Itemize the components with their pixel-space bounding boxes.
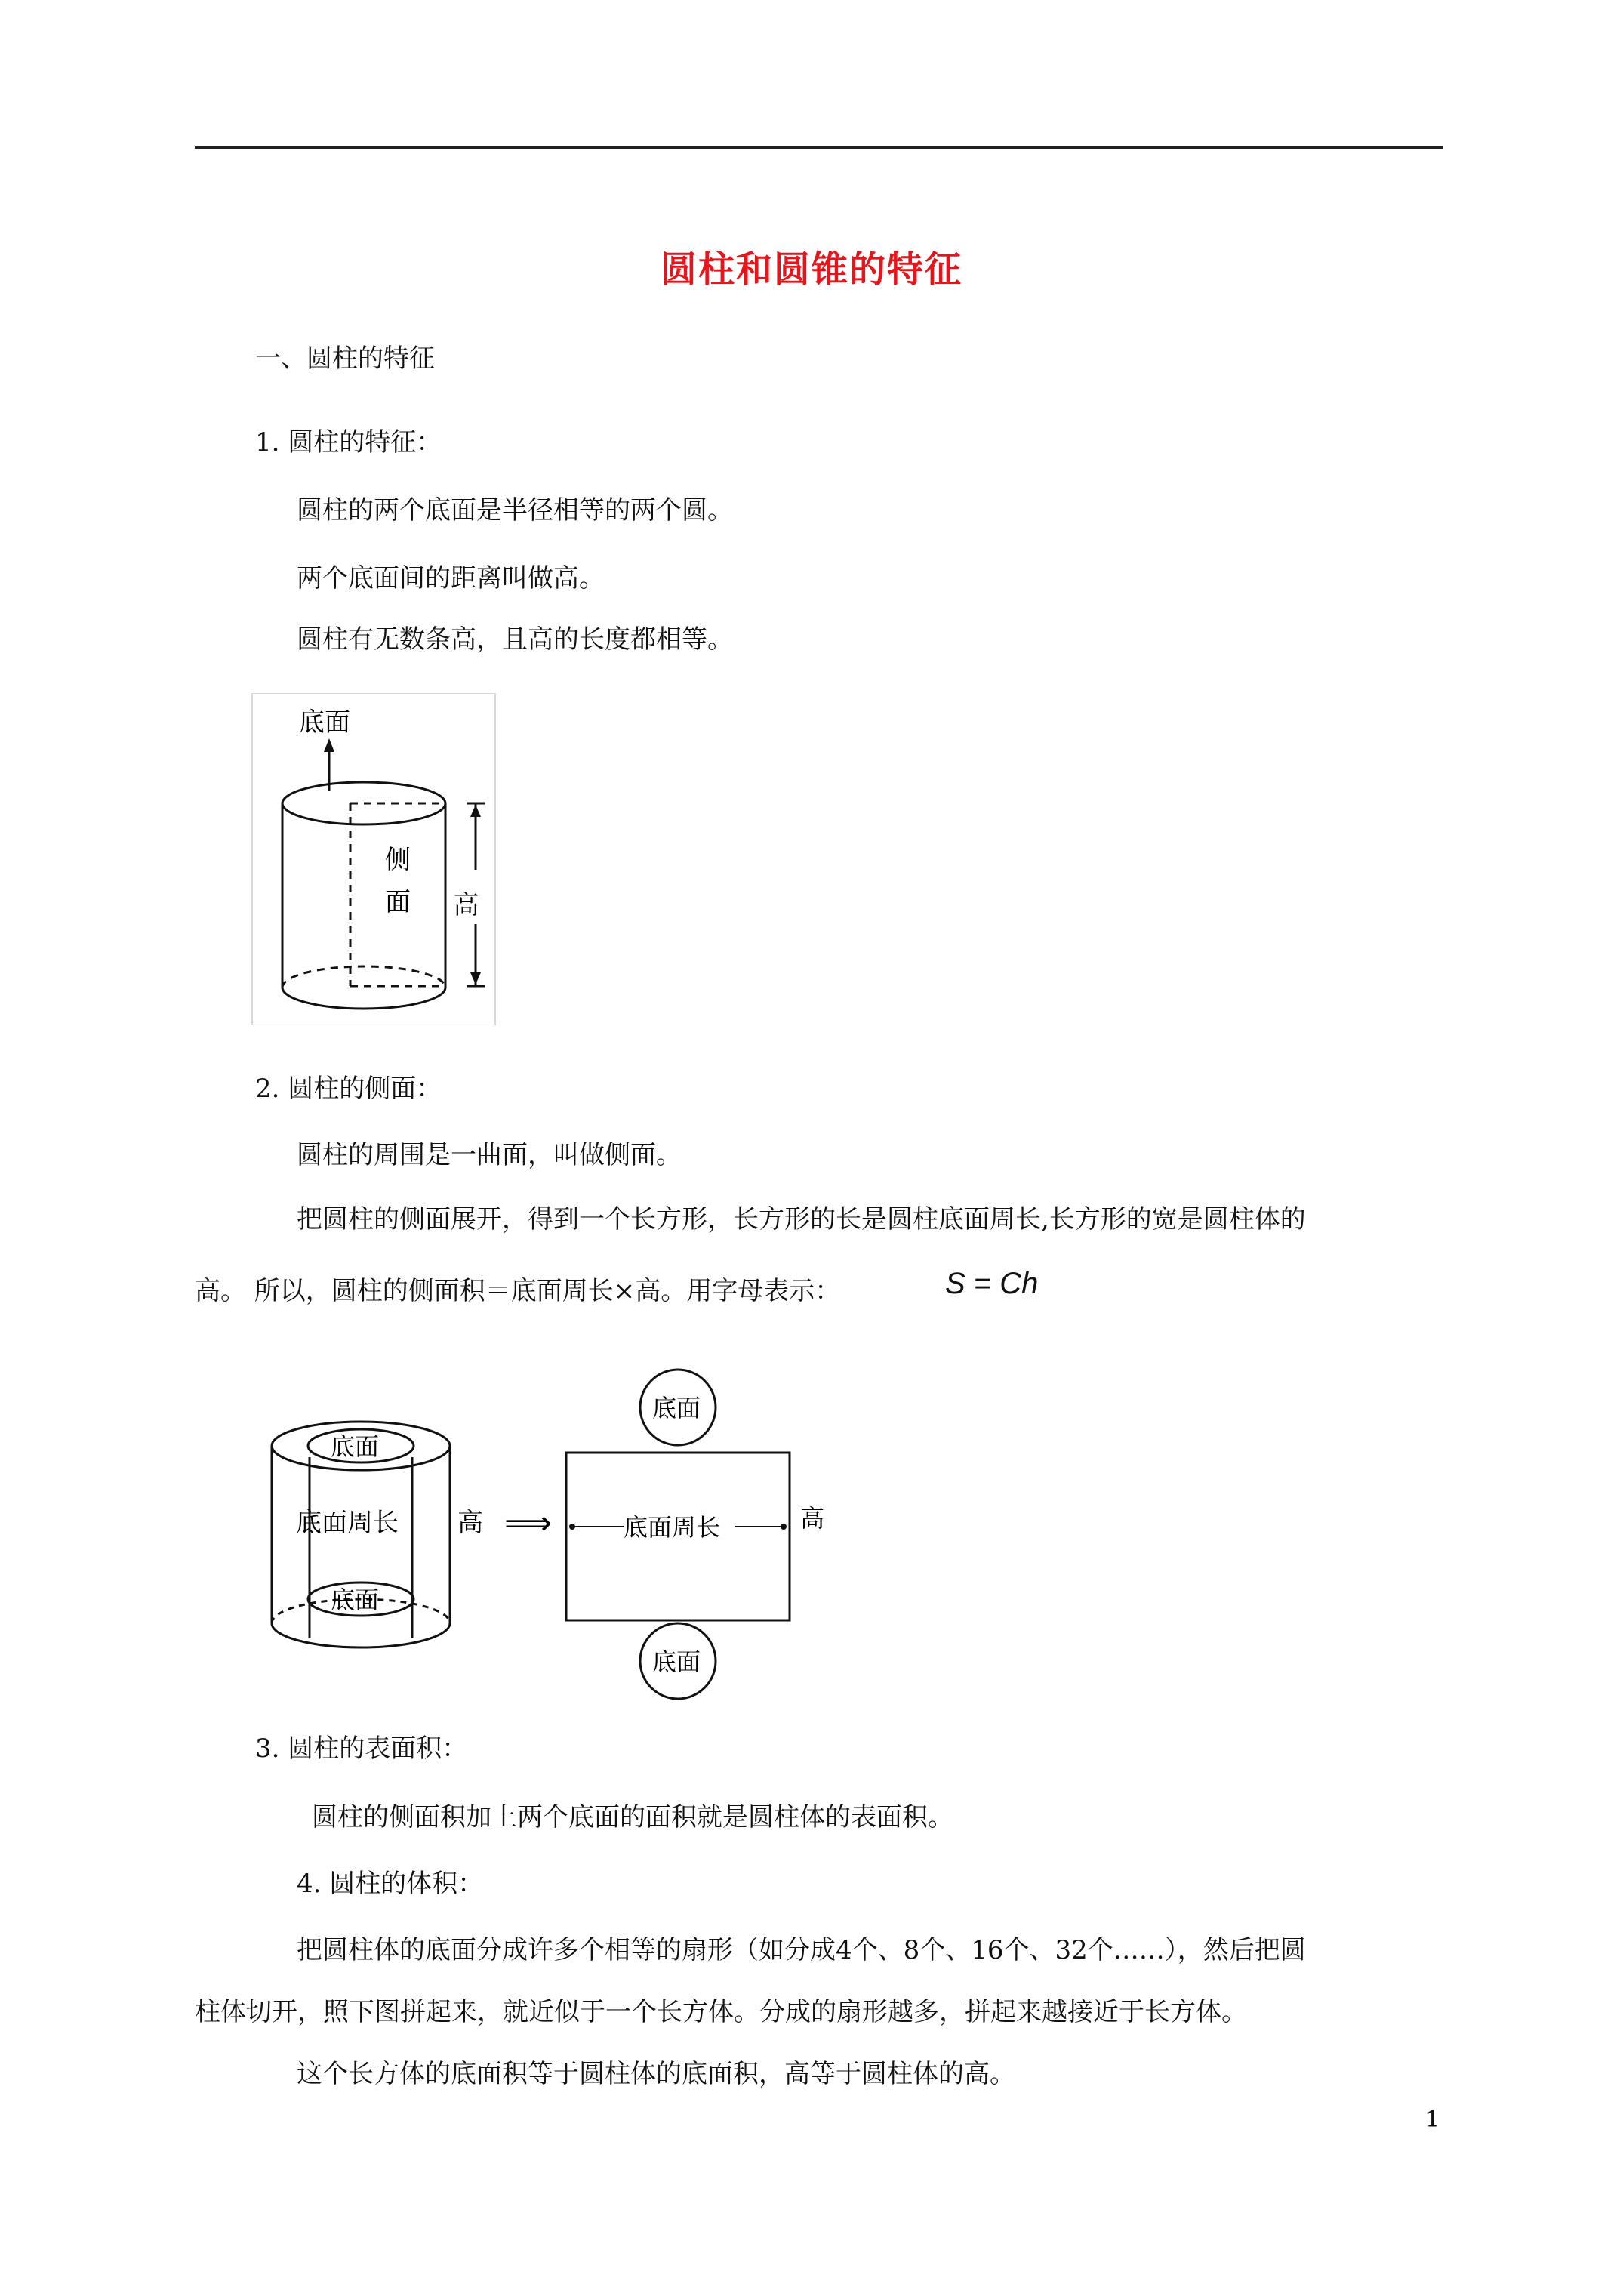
paragraph-line: 把圆柱体的底面分成许多个相等的扇形（如分成4个、8个、16个、32个……），然后把圆 <box>297 1935 1306 1965</box>
paragraph-line: 圆柱有无数条高，且高的长度都相等。 <box>297 624 733 655</box>
subsection-heading: 1. 圆柱的特征： <box>255 427 442 458</box>
paragraph-line: 把圆柱的侧面展开，得到一个长方形，长方形的长是圆柱底面周长,长方形的宽是圆柱体的 <box>297 1204 1306 1234</box>
unfold-arrow: ⟹ <box>504 1504 553 1542</box>
cylinder-diagram <box>249 693 498 1025</box>
paragraph-line: 高。 所以，圆柱的侧面积＝底面周长×高。用字母表示： <box>195 1276 841 1306</box>
net-bottom-label: 底面 <box>652 1647 701 1676</box>
net-circumference-label: 底面周长 <box>624 1513 721 1542</box>
paragraph-line: 圆柱的周围是一曲面，叫做侧面。 <box>297 1140 682 1170</box>
cylinder-net-diagram <box>264 1359 853 1706</box>
subsection-heading: 4. 圆柱的体积： <box>297 1869 484 1899</box>
section-heading: 一、圆柱的特征 <box>255 344 435 374</box>
paragraph-line: 圆柱的两个底面是半径相等的两个圆。 <box>297 495 733 525</box>
circumference-label: 底面周长 <box>296 1508 399 1538</box>
net-top-label: 底面 <box>652 1394 701 1422</box>
height-label: 高 <box>448 891 479 917</box>
side-label-1: 侧 <box>385 845 411 875</box>
paragraph-line: 这个长方体的底面积等于圆柱体的底面积，高等于圆柱体的高。 <box>297 2059 1015 2089</box>
page-number: 1 <box>1425 2106 1440 2133</box>
subsection-heading: 3. 圆柱的表面积： <box>255 1734 468 1764</box>
document-title: 圆柱和圆锥的特征 <box>660 248 962 291</box>
net-height-label: 高 <box>800 1504 825 1533</box>
subsection-heading: 2. 圆柱的侧面： <box>255 1074 442 1104</box>
bottom-base-label: 底面 <box>331 1586 380 1614</box>
side-label-2: 面 <box>385 887 411 917</box>
paragraph-line: 两个底面间的距离叫做高。 <box>297 563 605 593</box>
paragraph-line: 柱体切开，照下图拼起来，就近似于一个长方体。分成的扇形越多，拼起来越接近于长方体。 <box>195 1997 1247 2027</box>
paragraph-line: 圆柱的侧面积加上两个底面的面积就是圆柱体的表面积。 <box>312 1802 953 1832</box>
base-label: 底面 <box>299 707 350 738</box>
header-rule <box>195 146 1443 149</box>
lateral-area-formula: S = Ch <box>945 1267 1039 1300</box>
cylinder-height-label: 高 <box>457 1508 483 1538</box>
top-base-label: 底面 <box>331 1432 380 1461</box>
